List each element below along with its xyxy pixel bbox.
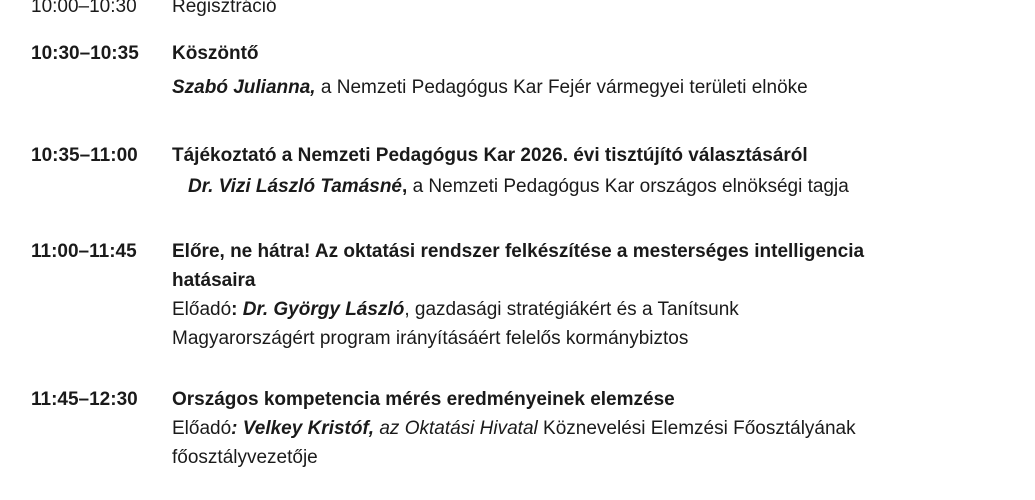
speaker-comma: , <box>402 176 408 197</box>
speaker-role: , gazdasági stratégiákért és a Tanítsunk Magyarországért program irányításáért felelős kormánybiztos <box>172 299 739 349</box>
speaker-name: Dr. György László <box>242 299 405 320</box>
session-title: Köszöntő <box>172 43 259 64</box>
session-body <box>172 39 982 102</box>
speaker-role: a Nemzeti Pedagógus Kar Fejér vármegyei területi elnöke <box>315 77 808 98</box>
speaker-line <box>172 414 962 472</box>
speaker-line <box>172 172 982 201</box>
session-title: Előre, ne hátra! Az oktatási rendszer felkészítése a mesterséges intelligencia hatásaira <box>172 241 865 291</box>
time-slot: 10:35–11:00 <box>31 145 138 166</box>
speaker-name: Dr. Vizi László Tamásné <box>188 176 403 197</box>
session-body <box>172 237 952 353</box>
speaker-name: Szabó Julianna, <box>172 77 316 98</box>
time-slot: 10:00–10:30 <box>31 0 137 17</box>
session-body <box>172 141 982 201</box>
presenter-colon: : <box>231 418 243 439</box>
session-title: Országos kompetencia mérés eredményeinek elemzése <box>172 389 675 410</box>
speaker-role: Köznevelési Elemzési Főosztályának főosztályvezetője <box>172 418 856 468</box>
session-body <box>172 385 962 472</box>
time-slot: 10:30–10:35 <box>31 43 139 64</box>
speaker-line <box>172 295 822 353</box>
session-body <box>172 0 982 21</box>
time-slot: 11:45–12:30 <box>31 389 138 410</box>
speaker-organization: az Oktatási Hivatal <box>374 418 538 439</box>
presenter-label: Előadó <box>172 299 232 320</box>
speaker-role: a Nemzeti Pedagógus Kar országos elnökségi tagja <box>407 176 849 197</box>
speaker-name: Velkey Kristóf, <box>242 418 375 439</box>
session-title: Tájékoztató a Nemzeti Pedagógus Kar 2026. évi tisztújító választásáról <box>172 145 808 166</box>
speaker-line <box>172 73 982 102</box>
time-slot: 11:00–11:45 <box>31 241 137 262</box>
presenter-label: Előadó <box>172 418 232 439</box>
presenter-colon: : <box>231 299 243 320</box>
session-title: Regisztráció <box>172 0 277 17</box>
